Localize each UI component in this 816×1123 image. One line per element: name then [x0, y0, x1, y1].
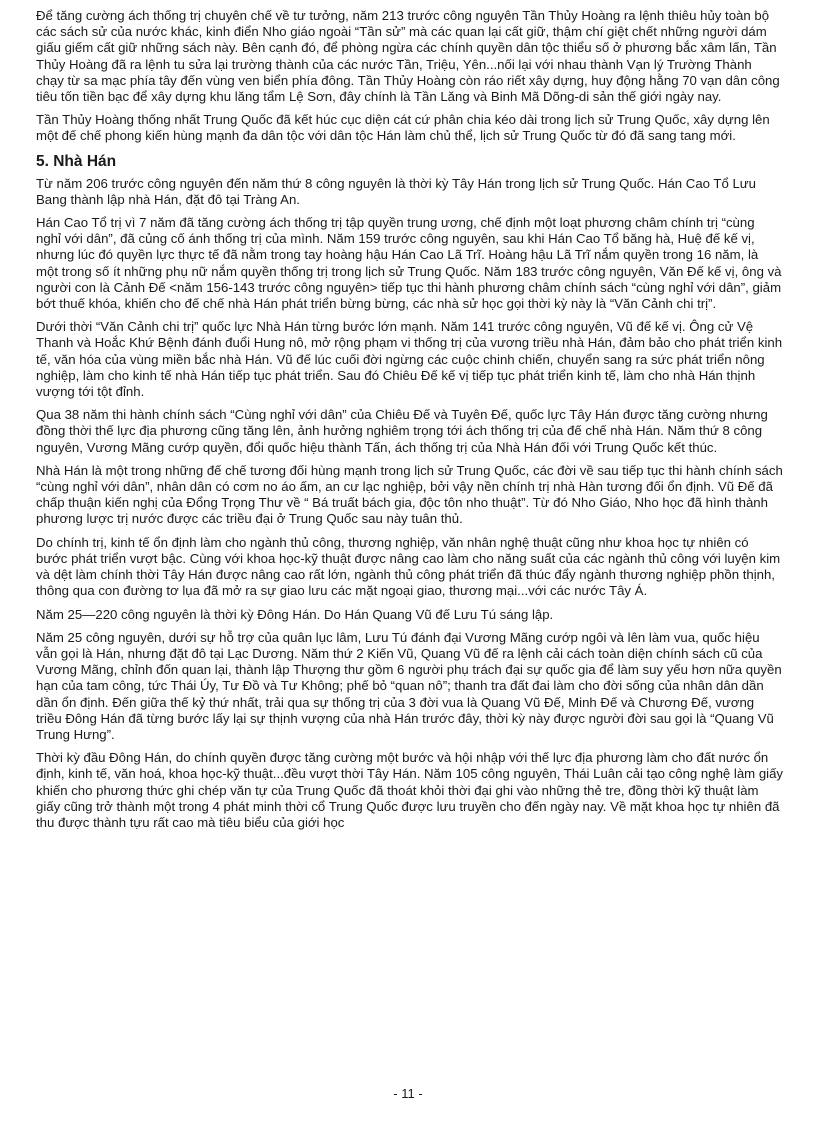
- paragraph-4: Qua 38 năm thi hành chính sách “Cùng nghỉ với dân” của Chiêu Đế và Tuyên Đế, quốc lực Tây Hán được tăng cường nhưng đồng thời thế lực địa phương cũng tăng lên, ảnh hưởng nghiêm trọng tới ách thống trị của đế chế nhà Hán. Năm thứ 8 công nguyên, Vương Mãng cướp quyền, đổi quốc hiệu thành Tấn, ách thống trị của Nhà Hán đối với Trung Quốc kết thúc.: [36, 407, 768, 455]
- paragraph-5: Nhà Hán là một trong những đế chế tương đối hùng mạnh trong lịch sử Trung Quốc, các đời về sau tiếp tục thi hành chính sách “cùng nghỉ với dân”, nhân dân có cơm no áo ấm, an cư lạc nghiệp, bởi vậy nền chính trị nhà Hàn tương đối ổn định. Vũ Đế đã chấp thuận kiến nghị của Đổng Trọng Thư về “ Bá truất bách gia, độc tôn nho thuật”. Từ đó Nho Giáo, Nho học đã hình thành phương lược trị nước được các triều đại ở Trung Quốc sau này tuân thủ.: [36, 462, 783, 527]
- paragraph-3: Dưới thời “Văn Cảnh chi trị” quốc lực Nhà Hán từng bước lớn mạnh. Năm 141 trước công nguyên, Vũ đế kế vị. Ông cử Vệ Thanh và Hoắc Khứ Bệnh đánh đuổi Hung nô, mở rộng phạm vi thống trị của vương triều nhà Hán, đảm bảo cho phát triển kinh tế, văn hóa của vùng miền bắc nhà Hán. Vũ đế lúc cuối đời ngừng các cuộc chinh chiến, chuyển sang ra sức phát triển nông nghiệp, làm cho kinh tế nhà Hán tiếp tục phát triển. Sau đó Chiêu Đế kế vị tiếp tục phát triển kinh tế, làm cho nhà Hán thịnh vượng tới tột đỉnh.: [36, 319, 783, 400]
- paragraph-7: Năm 25—220 công nguyên là thời kỳ Đông Hán. Do Hán Quang Vũ đế Lưu Tú sáng lập.: [36, 606, 554, 622]
- paragraph-9: Thời kỳ đầu Đông Hán, do chính quyền được tăng cường một bước và hội nhập với thế lực địa phương làm cho đất nước ổn định, kinh tế, văn hoá, khoa học-kỹ thuật...đều vượt thời Tây Hán. Năm 105 công nguyên, Thái Luân cải tạo công nghệ làm giấy khiến cho phương thức ghi chép văn tự của Trung Quốc đã thoát khỏi thời đại ghi vào những thẻ tre, đồng thời kỹ thuật làm giấy cũng trở thành một trong 4 phát minh thời cổ Trung Quốc được lưu truyền cho đến ngày nay. Về mặt khoa học tự nhiên đã thu được thành tựu rất cao mà tiêu biểu của giới học: [36, 750, 784, 830]
- paragraph-2: Hán Cao Tổ trị vì 7 năm đã tăng cường ách thống trị tập quyền trung ương, chế định một loạt phương châm chính trị “cùng nghỉ với dân”, đã củng cố ánh thống trị của mình. Năm 159 trước công nguyên, sau khi Hán Cao Tổ băng hà, Huệ đế kế vị, nhưng lúc đó quyền lực thực tế đã nằm trong tay hoàng hậu Hán Cao Lã Trĩ. Hoàng hậu Lã Trĩ nắm quyền trong 16 năm, là một trong số ít những phụ nữ nắm quyền thống trị trong lịch sử Trung Quốc. Năm 183 trước công nguyên, Văn Đế kế vị, ông và người con là Cảnh Đế <năm 156-143 trước công nguyên> tiếp tục thi hành phương châm chính sách “cùng nghỉ với dân”, giảm bớt thuế khóa, khiến cho đế chế nhà Hán phát triển bừng bừng, các nhà sử học gọi thời kỳ này là “Văn Cảnh chi trị”.: [36, 215, 782, 312]
- paragraph-8: Năm 25 công nguyên, dưới sự hỗ trợ của quân lục lâm, Lưu Tú đánh đại Vương Mãng cướp ngôi và lên làm vua, quốc hiệu vẫn gọi là Hán, nhưng đặt đô tại Lạc Dương. Năm thứ 2 Kiến Vũ, Quang Vũ đế ra lệnh cải cách toàn diện chính sách cũ của Vương Mãng, chỉnh đốn quan lại, thành lập Thượng thư gồm 6 người phụ trách đại sự quốc gia để làm suy yếu hơn nữa quyền hạn của tam công, tức Thái Úy, Tư Đồ và Tư Không; phế bỏ “quan nô”; thanh tra đất đai làm cho đời sống của nhân dân dần dần ổn định. Đến giữa thế kỷ thứ nhất, trải qua sự thống trị của 3 đời vua là Quang Vũ Đế, Minh Đế và Chương Đế, vương triều Đông Hán đã từng bước lấy lại sự thịnh vượng của nhà Hán trước đây, thời kỳ này được người đời sau gọi là “Quang Vũ Trung Hưng”.: [36, 629, 782, 742]
- paragraph-6: Do chính trị, kinh tế ổn định làm cho ngành thủ công, thương nghiệp, văn nhân nghệ thuật cũng như khoa học tự nhiên có bước phát triển vượt bậc. Cùng với khoa học-kỹ thuật được nâng cao làm cho năng suất của các ngành thủ công với luyện kim và dệt làm chính thời Tây Hán được nâng cao rất lớn, ngành thủ công phát triển đã thúc đẩy ngành thương nghiệp phồn thịnh, thông qua con đường tơ lụa đã mở ra sự giao lưu các mặt ngoại giao, thương mại...với các nước Tây Á.: [36, 534, 781, 599]
- paragraph-intro-1: Để tăng cường ách thống trị chuyên chế về tư tưởng, năm 213 trước công nguyên Tần Thủy Hoàng ra lệnh thiêu hủy toàn bộ các sách sử của nước khác, kinh điển Nho giáo ngoài “Tần sử” mà các quan lại cất giữ, thậm chí giệt chết những người dám giấu giếm cất giữ những sách này. Bên cạnh đó, để phòng ngừa các chính quyền dân tộc thiểu số ở phương bắc xâm lấn, Tần Thủy Hoàng đã ra lệnh tu sửa lại trường thành của các nước Tần, Triệu, Yên...nối lại với nhau thành Vạn lý Trường Thành chạy từ sa mạc phía tây đến vùng ven biển phía đông. Tần Thủy Hoàng còn ráo riết xây dựng, huy động hằng 70 vạn dân công tiêu tốn tiền bạc để xây dựng khu lăng tẩm Lệ Sơn, đây chính là Tần Lăng và Binh Mã Dõng-di sản thế giới ngày nay.: [36, 8, 780, 105]
- page-number: - 11 -: [393, 1086, 423, 1101]
- paragraph-1: Từ năm 206 trước công nguyên đến năm thứ 8 công nguyên là thời kỳ Tây Hán trong lịch sử Trung Quốc. Hán Cao Tổ Lưu Bang thành lập nhà Hán, đặt đô tại Tràng An.: [36, 175, 756, 207]
- section-heading: 5. Nhà Hán: [36, 152, 117, 170]
- paragraph-intro-2: Tần Thủy Hoàng thống nhất Trung Quốc đã kết húc cục diện cát cứ phân chia kéo dài trong lịch sử Trung Quốc, xây dựng lên một đế chế phong kiến hùng mạnh đa dân tộc với dân tộc Hán làm chủ thể, lịch sử Trung Quốc từ đó đã sang tang mới.: [36, 112, 770, 144]
- document-page: [36, 8, 783, 838]
